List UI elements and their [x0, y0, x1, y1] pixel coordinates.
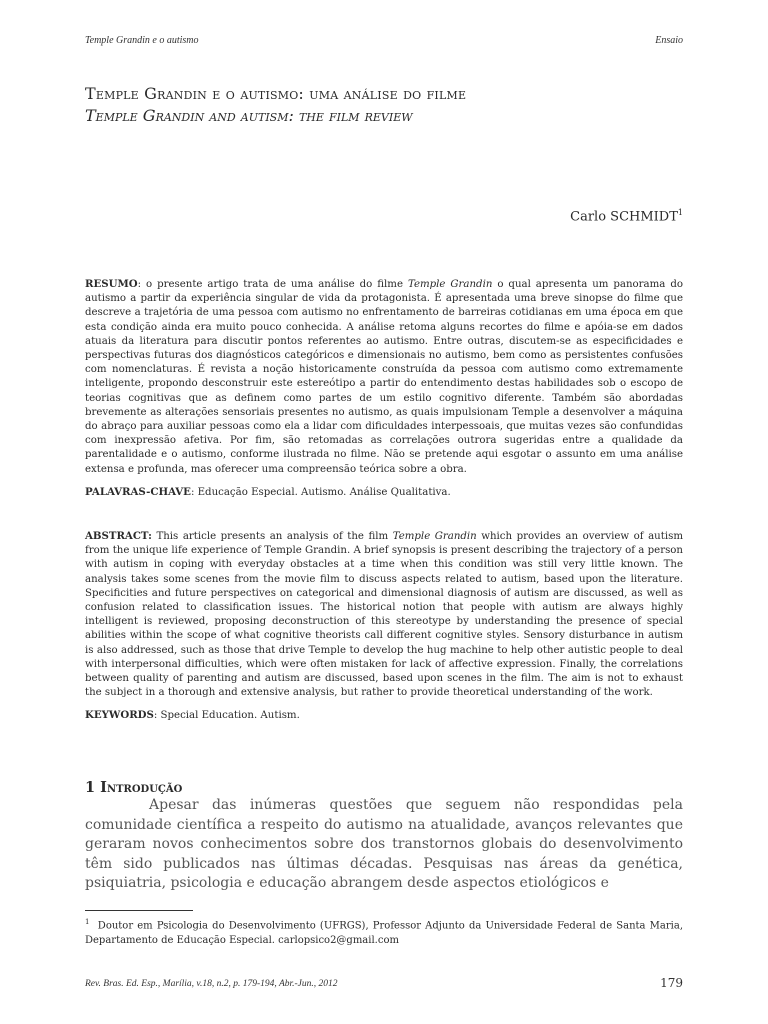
- author-name: Carlo SCHMIDT: [570, 209, 678, 225]
- running-header-section: Ensaio: [655, 35, 683, 46]
- page-number: 179: [660, 976, 683, 990]
- palavras-chave-paragraph: [85, 485, 683, 500]
- palavras-chave-label: PALAVRAS-CHAVE: [85, 486, 191, 498]
- resumo-paragraph: [85, 277, 683, 477]
- resumo-lead: : o presente artigo trata de uma análise do filme: [137, 279, 408, 290]
- resumo-film-title: Temple Grandin: [407, 279, 493, 290]
- abstract-text: which provides an overview of autism from the unique life experience of Temple Grandin. A brief synopsis is present describing the trajectory of a person with autism in coping with everyday obstacles at a time when this condition was still very little known. The analysis takes some scenes from the movie film to discuss aspects related to autism, based upon the literature. Specificities and future perspectives on categorical and dimensional diagnosis of autism are discussed, as well as confusion related to classification issues. The historical notion that people with autism are always highly intelligent is reviewed, proposing deconstruction of this stereotype by understanding the presence of special abilities within the scope of what cognitive theorists call different cognitive styles. Sensory disturbance in autism is also addressed, such as those that drive Temple to develop the hug machine to help other autistic people to deal with interpersonal difficulties, which were often mistaken for lack of affective expression. Finally, the correlations between quality of parenting and autism are discussed, based upon scenes in the film. The aim is not to exhaust the subject in a thorough and extensive analysis, but rather to provide theoretical understanding of the work.: [85, 531, 683, 699]
- running-header: [85, 35, 683, 49]
- running-header-title: Temple Grandin e o autismo: [85, 35, 199, 46]
- abstract-paragraph: [85, 529, 683, 700]
- keywords-text: : Special Education. Autism.: [153, 710, 300, 721]
- abstract-lead: This article presents an analysis of the film: [151, 531, 393, 542]
- keywords-label: KEYWORDS: [85, 709, 154, 721]
- footnote-marker: 1: [85, 918, 90, 926]
- resumo-label: RESUMO: [85, 278, 138, 290]
- author-footnote-marker: 1: [677, 208, 683, 217]
- palavras-chave-text: : Educação Especial. Autismo. Análise Qualitativa.: [190, 487, 451, 498]
- footnote-text: Doutor em Psicologia do Desenvolvimento (UFRGS), Professor Adjunto da Universidade Federal de Santa Maria, Departamento de Educação Especial. carlopsico2@gmail.com: [85, 920, 684, 946]
- abstract-label: ABSTRACT:: [85, 530, 152, 542]
- keywords-paragraph: [85, 708, 683, 723]
- section-title: Introdução: [100, 779, 183, 796]
- article-title-english: Temple Grandin and autism: the film review: [85, 106, 413, 125]
- author-line: [570, 208, 683, 224]
- journal-citation: Rev. Bras. Ed. Esp., Marília, v.18, n.2, p. 179-194, Abr.-Jun., 2012: [85, 979, 338, 989]
- section-number: 1: [85, 779, 96, 796]
- footnote-divider: [85, 910, 193, 911]
- introduction-body: Apesar das inúmeras questões que seguem não respondidas pela comunidade científica a respeito do autismo na atualidade, avanços relevantes que geraram novos conhecimentos sobre dos transtornos globais do desenvolvimento têm sido publicados nas últimas décadas. Pesquisas nas áreas da genética, psiquiatria, psicologia e educação abrangem desde aspectos etiológicos e: [85, 797, 683, 891]
- footnote: [85, 915, 683, 948]
- running-footer: [85, 976, 683, 994]
- abstract-film-title: Temple Grandin: [392, 531, 477, 542]
- resumo-text: o qual apresenta um panorama do autismo a partir da experiência singular de vida da protagonista. É apresentada uma breve sinopse do filme que descreve a trajetória de uma pessoa com autismo no enfrentamento de barreiras cotidianas em uma época em que esta condição ainda era muito pouco conhecida. A análise retoma alguns recortes do filme e apóia-se em dados atuais da literatura para discutir pontos referentes ao autismo. Entre outras, discutem-se as especificidades e perspectivas futuras dos diagnósticos categóricos e dimensionais no autismo, bem como as persistentes confusões com nomenclaturas. É revista a noção historicamente construída da pessoa com autismo como extremamente inteligente, propondo desconstruir este estereótipo a partir do entendimento destas habilidades sob o escopo de teorias cognitivas que as definem como partes de um estilo cognitivo diferente. Também são abordadas brevemente as alterações sensoriais presentes no autismo, as quais impulsionam Temple a desenvolver a máquina do abraço para auxiliar pessoas como ela a lidar com dificuldades interpessoais, que muitas vezes são confundidas com inexpressão afetiva. Por fim, são retomadas as correlações outrora sugeridas entre a qualidade da parentalidade e o autismo, conforme ilustrada no filme. Não se pretende aqui esgotar o assunto em uma análise extensa e profunda, mas oferecer uma compreensão teórica sobre a obra.: [85, 279, 683, 475]
- article-title-portuguese: Temple Grandin e o autismo: uma análise do filme: [85, 84, 467, 103]
- section-heading: [85, 779, 182, 796]
